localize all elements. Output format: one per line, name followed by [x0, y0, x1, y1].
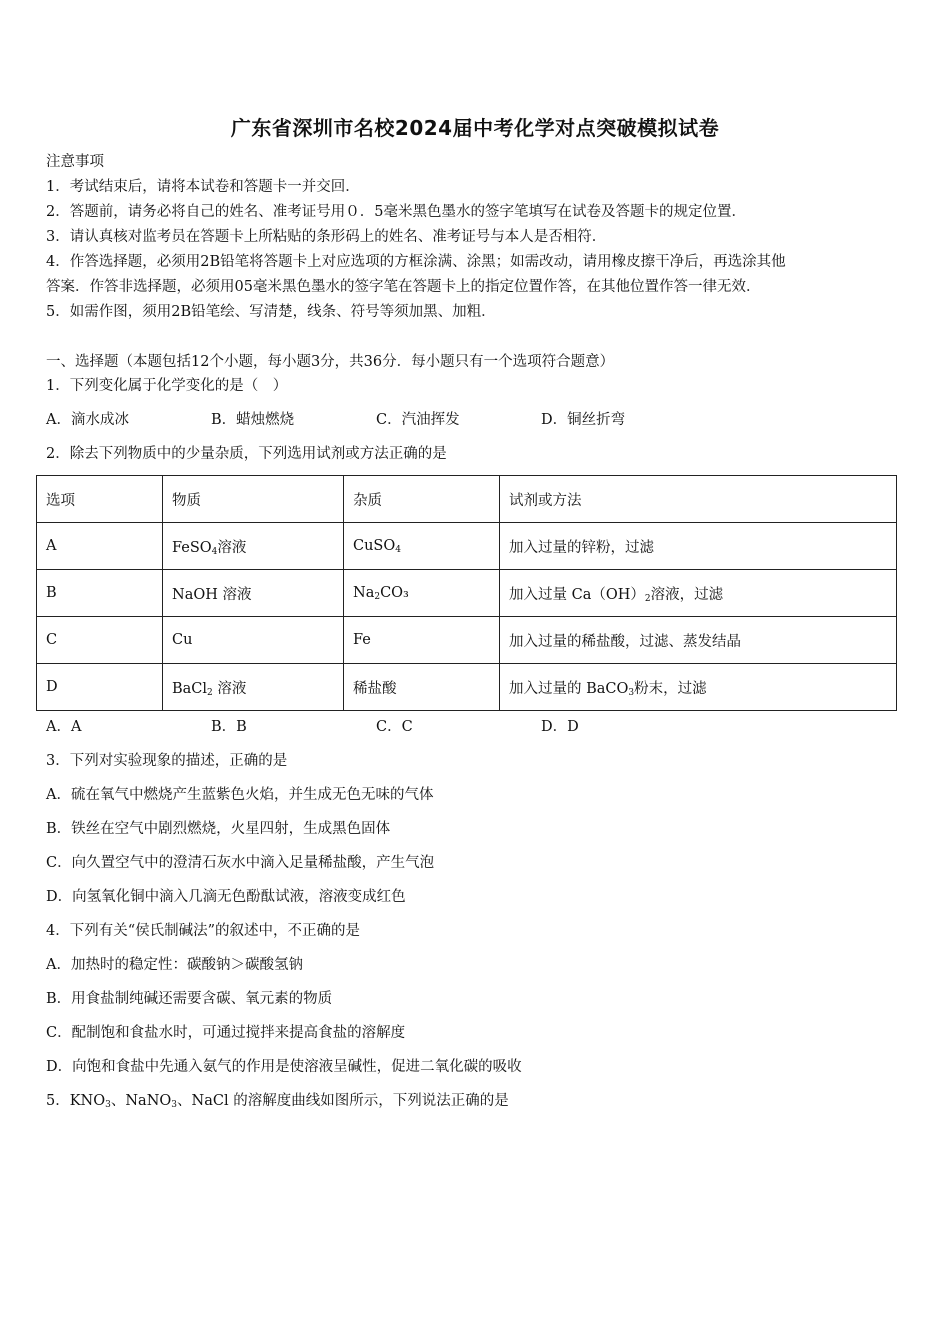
- q2-stem: 2．除去下列物质中的少量杂质，下列选用试剂或方法正确的是: [46, 446, 447, 462]
- page-title: 广东省深圳市名校2024届中考化学对点突破模拟试卷: [230, 116, 720, 140]
- table-row: [37, 664, 897, 711]
- q4-option-d: D．向饱和食盐中先通入氨气的作用是使溶液呈碱性，促进二氧化碳的吸收: [46, 1059, 522, 1075]
- section-heading: 一、选择题（本题包括12个小题，每小题3分，共36分．每小题只有一个选项符合题意）: [46, 354, 615, 370]
- q2-option-c: C．C: [376, 719, 413, 735]
- row-method: 加入过量的 BaCO$_3$粉末，过滤: [500, 664, 897, 711]
- note-item-2: 2．答题前，请务必将自己的姓名、准考证号用０．5毫米黑色墨水的签字笔填写在试卷及答题卡的规定位置．: [46, 204, 746, 220]
- note-item-4: 4．作答选择题，必须用2B铅笔将答题卡上对应选项的方框涂满、涂黑；如需改动，请用橡皮擦干净后，再选涂其他: [46, 254, 786, 270]
- q4-option-b: B．用食盐制纯碱还需要含碳、氧元素的物质: [46, 991, 333, 1007]
- row-method: 加入过量的稀盐酸，过滤、蒸发结晶: [500, 617, 897, 664]
- row-option: B: [37, 570, 163, 617]
- q3-option-c: C．向久置空气中的澄清石灰水中滴入足量稀盐酸，产生气泡: [46, 855, 435, 871]
- header-cell: 物质: [163, 476, 344, 523]
- row-impurity: Fe: [344, 617, 500, 664]
- header-cell: 试剂或方法: [500, 476, 897, 523]
- table-row: [37, 523, 897, 570]
- q1-option-a: A．滴水成冰: [46, 412, 129, 428]
- q3-option-b: B．铁丝在空气中剧烈燃烧，火星四射，生成黑色固体: [46, 821, 391, 837]
- row-substance: NaOH 溶液: [163, 570, 344, 617]
- q1-option-c: C．汽油挥发: [376, 412, 460, 428]
- row-method: 加入过量 $Ca(OH)_2$溶液，过滤: [500, 570, 897, 617]
- notes-heading: 注意事项: [46, 154, 104, 170]
- row-impurity: 稀盐酸: [344, 664, 500, 711]
- row-option: A: [37, 523, 163, 570]
- q2-option-d: D．D: [541, 719, 579, 735]
- row-option: C: [37, 617, 163, 664]
- row-substance: FeSO$_4$溶液: [163, 523, 344, 570]
- header-cell: 杂质: [344, 476, 500, 523]
- table-header-row: [37, 476, 897, 523]
- row-impurity: CuSO$_4$: [344, 523, 500, 570]
- q4-option-c: C．配制饱和食盐水时，可通过搅拌来提高食盐的溶解度: [46, 1025, 406, 1041]
- q3-option-a: A．硫在氧气中燃烧产生蓝紫色火焰，并生成无色无味的气体: [46, 787, 434, 803]
- q4-option-a: A．加热时的稳定性：碳酸钠＞碳酸氢钠: [46, 957, 303, 973]
- note-item-1: 1．考试结束后，请将本试卷和答题卡一并交回．: [46, 179, 360, 195]
- row-method: 加入过量的锌粉，过滤: [500, 523, 897, 570]
- note-item-5: 5．如需作图，须用2B铅笔绘、写清楚，线条、符号等须加黑、加粗．: [46, 304, 496, 320]
- q1-option-b: B．蜡烛燃烧: [211, 412, 295, 428]
- row-option: D: [37, 664, 163, 711]
- q4-stem: 4．下列有关“侯氏制碱法”的叙述中，不正确的是: [46, 923, 361, 939]
- q2-table: [36, 475, 897, 711]
- row-impurity: $Na_2CO_3$: [344, 570, 500, 617]
- q2-options: [46, 717, 579, 737]
- table-row: [37, 617, 897, 664]
- q2-option-b: B．B: [211, 719, 247, 735]
- note-item-3: 3．请认真核对监考员在答题卡上所粘贴的条形码上的姓名、准考证号与本人是否相符．: [46, 229, 607, 245]
- row-substance: Cu: [163, 617, 344, 664]
- q5-stem: 5．$KNO_3$、NaNO$_3$、NaCl 的溶解度曲线如图所示，下列说法正确的是: [46, 1093, 509, 1110]
- q1-stem: 1．下列变化属于化学变化的是（ ）: [46, 378, 288, 394]
- q2-option-a: A．A: [46, 719, 82, 735]
- note-item-4-cont: 答案．作答非选择题，必须用05毫米黑色墨水的签字笔在答题卡上的指定位置作答，在其他位置作答一律无效．: [46, 279, 761, 295]
- row-substance: BaCl$_2$ 溶液: [163, 664, 344, 711]
- table-row: [37, 570, 897, 617]
- q3-option-d: D．向氢氧化铜中滴入几滴无色酚酞试液，溶液变成红色: [46, 889, 406, 905]
- q3-stem: 3．下列对实验现象的描述，正确的是: [46, 753, 288, 769]
- q1-option-d: D．铜丝折弯: [541, 412, 626, 428]
- q1-options: [46, 410, 625, 430]
- header-cell: 选项: [37, 476, 163, 523]
